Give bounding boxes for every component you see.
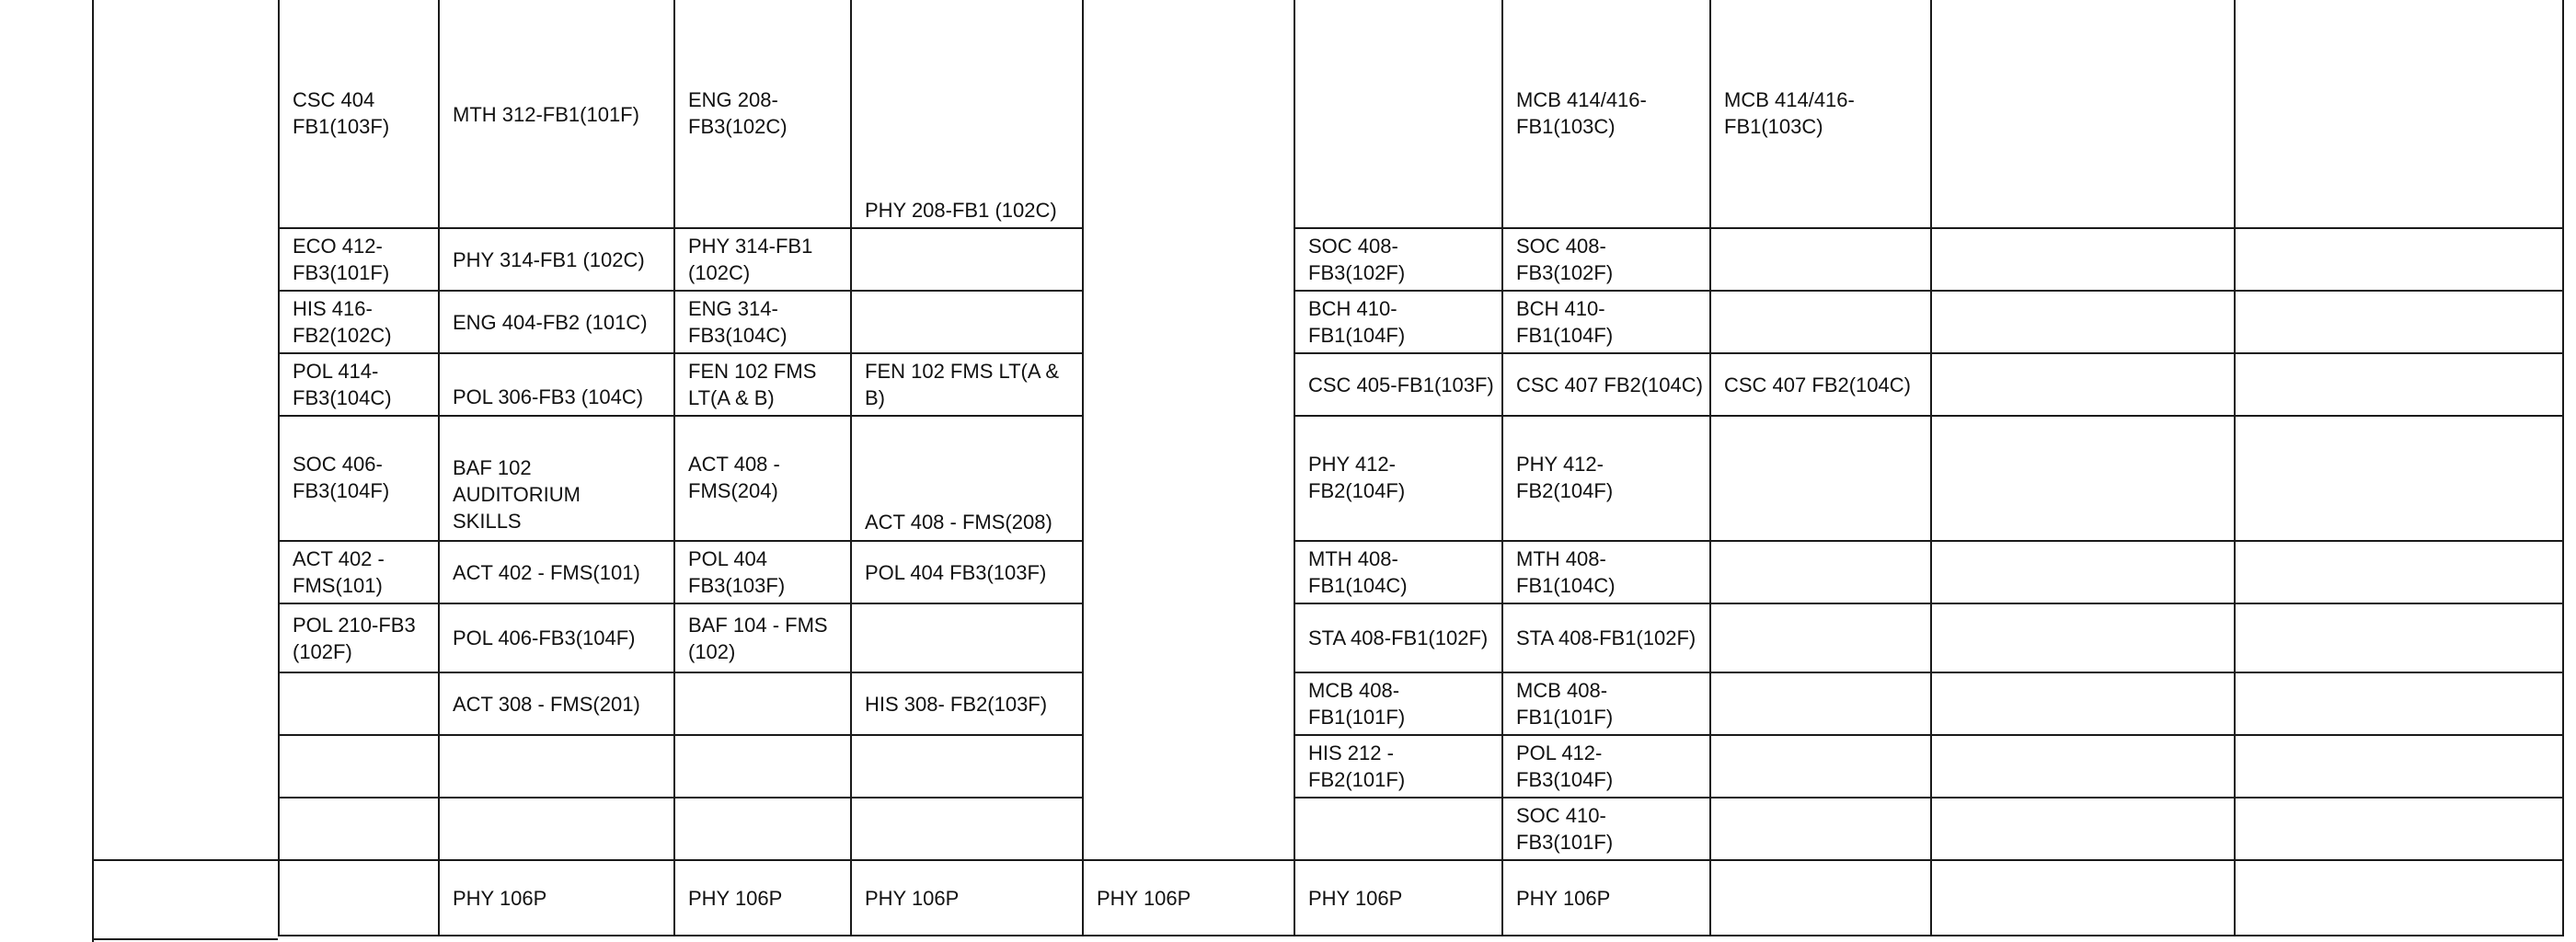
grid-line-col-10	[2562, 0, 2564, 936]
timetable-cell: CSC 405-FB1(103F)	[1308, 373, 1494, 396]
timetable-cell: PHY 106P	[1308, 886, 1403, 910]
timetable-cell: ACT 408 - FMS(208)	[865, 511, 1052, 534]
timetable-cell: STA 408-FB1(102F)	[1516, 626, 1696, 649]
timetable-cell: CSC 407 FB2(104C)	[1516, 373, 1703, 396]
timetable-cell: SOC 410- FB3(101F)	[1516, 804, 1614, 854]
grid-line-row-8-a	[278, 734, 1082, 736]
grid-line-row-5-b	[1294, 540, 2562, 542]
timetable-cell: FEN 102 FMS LT(A & B)	[688, 360, 817, 409]
timetable-cell: POL 404 FB3(103F)	[865, 560, 1047, 584]
grid-line-row-7-b	[1294, 672, 2562, 673]
grid-line-row-4-b	[1294, 415, 2562, 417]
timetable-cell: ACT 402 - FMS(101)	[293, 547, 385, 597]
grid-line-row-5-a	[278, 540, 1082, 542]
grid-line-left	[92, 0, 94, 942]
grid-line-row-1-b	[1294, 227, 2562, 229]
grid-line-row-2-a	[278, 290, 1082, 292]
timetable-cell: ENG 404-FB2 (101C)	[453, 310, 648, 334]
timetable-cell: PHY 106P	[688, 886, 783, 910]
timetable-cell: MTH 408- FB1(104C)	[1516, 547, 1616, 597]
timetable-cell: ECO 412- FB3(101F)	[293, 235, 390, 284]
timetable-cell: PHY 106P	[865, 886, 960, 910]
grid-line-row-9-b	[1294, 797, 2562, 798]
grid-line-row-4-a	[278, 415, 1082, 417]
grid-line-row-2-b	[1294, 290, 2562, 292]
timetable-cell: ACT 308 - FMS(201)	[453, 692, 640, 716]
grid-line-row-3-b	[1294, 352, 2562, 354]
timetable-cell: PHY 314-FB1 (102C)	[688, 235, 813, 284]
timetable-cell: ENG 208- FB3(102C)	[688, 88, 788, 138]
timetable-cell: ACT 408 - FMS(204)	[688, 453, 780, 502]
grid-line-row-6-a	[278, 603, 1082, 604]
timetable-cell: FEN 102 FMS LT(A & B)	[865, 360, 1060, 409]
timetable-cell: CSC 407 FB2(104C)	[1724, 373, 1911, 396]
timetable-cell: STA 408-FB1(102F)	[1308, 626, 1489, 649]
timetable-cell: CSC 404 FB1(103F)	[293, 88, 390, 138]
timetable-cell: SOC 406- FB3(104F)	[293, 453, 390, 502]
timetable-cell: PHY 314-FB1 (102C)	[453, 247, 645, 271]
timetable-cell: BCH 410- FB1(104F)	[1516, 297, 1614, 347]
timetable-cell: ACT 402 - FMS(101)	[453, 560, 640, 584]
timetable-cell: BCH 410- FB1(104F)	[1308, 297, 1406, 347]
timetable-cell: POL 406-FB3(104F)	[453, 626, 636, 649]
timetable-cell: POL 414- FB3(104C)	[293, 360, 392, 409]
timetable-cell: MCB 408- FB1(101F)	[1308, 679, 1406, 729]
timetable-cell: PHY 208-FB1 (102C)	[865, 199, 1057, 222]
timetable-cell: MCB 414/416- FB1(103C)	[1516, 88, 1647, 138]
grid-line-row-7-a	[278, 672, 1082, 673]
grid-line-bottom	[278, 935, 2562, 936]
timetable-cell: PHY 106P	[1516, 886, 1611, 910]
timetable-cell: HIS 416- FB2(102C)	[293, 297, 392, 347]
timetable-cell: BAF 104 - FMS (102)	[688, 613, 828, 663]
grid-line-bottom-left	[92, 938, 278, 940]
timetable-cell: SOC 408- FB3(102F)	[1308, 235, 1406, 284]
timetable-cell: HIS 212 - FB2(101F)	[1308, 741, 1406, 791]
timetable-cell: PHY 412- FB2(104F)	[1516, 453, 1614, 502]
timetable-cell: MCB 414/416- FB1(103C)	[1724, 88, 1855, 138]
grid-line-row-9-a	[278, 797, 1082, 798]
timetable-cell: PHY 106P	[453, 886, 547, 910]
timetable-cell: MTH 408- FB1(104C)	[1308, 547, 1408, 597]
grid-line-col-4	[1082, 0, 1084, 936]
grid-line-row-8-b	[1294, 734, 2562, 736]
timetable-cell: POL 412- FB3(104F)	[1516, 741, 1614, 791]
timetable-cell: SOC 408- FB3(102F)	[1516, 235, 1614, 284]
timetable-cell: ENG 314- FB3(104C)	[688, 297, 788, 347]
grid-line-row-1-a	[278, 227, 1082, 229]
timetable-cell: PHY 412- FB2(104F)	[1308, 453, 1406, 502]
timetable-cell: POL 306-FB3 (104C)	[453, 385, 644, 408]
timetable-cell: BAF 102 AUDITORIUM SKILLS	[453, 456, 581, 533]
grid-line-row-3-a	[278, 352, 1082, 354]
timetable-cell: POL 404 FB3(103F)	[688, 547, 786, 597]
timetable-cell: PHY 106P	[1097, 886, 1191, 910]
grid-line-final-row	[92, 859, 2562, 861]
timetable-cell: MTH 312-FB1(101F)	[453, 103, 639, 126]
timetable-cell: POL 210-FB3 (102F)	[293, 613, 416, 663]
timetable-cell: MCB 408- FB1(101F)	[1516, 679, 1614, 729]
grid-line-row-6-b	[1294, 603, 2562, 604]
timetable-cell: HIS 308- FB2(103F)	[865, 692, 1048, 716]
